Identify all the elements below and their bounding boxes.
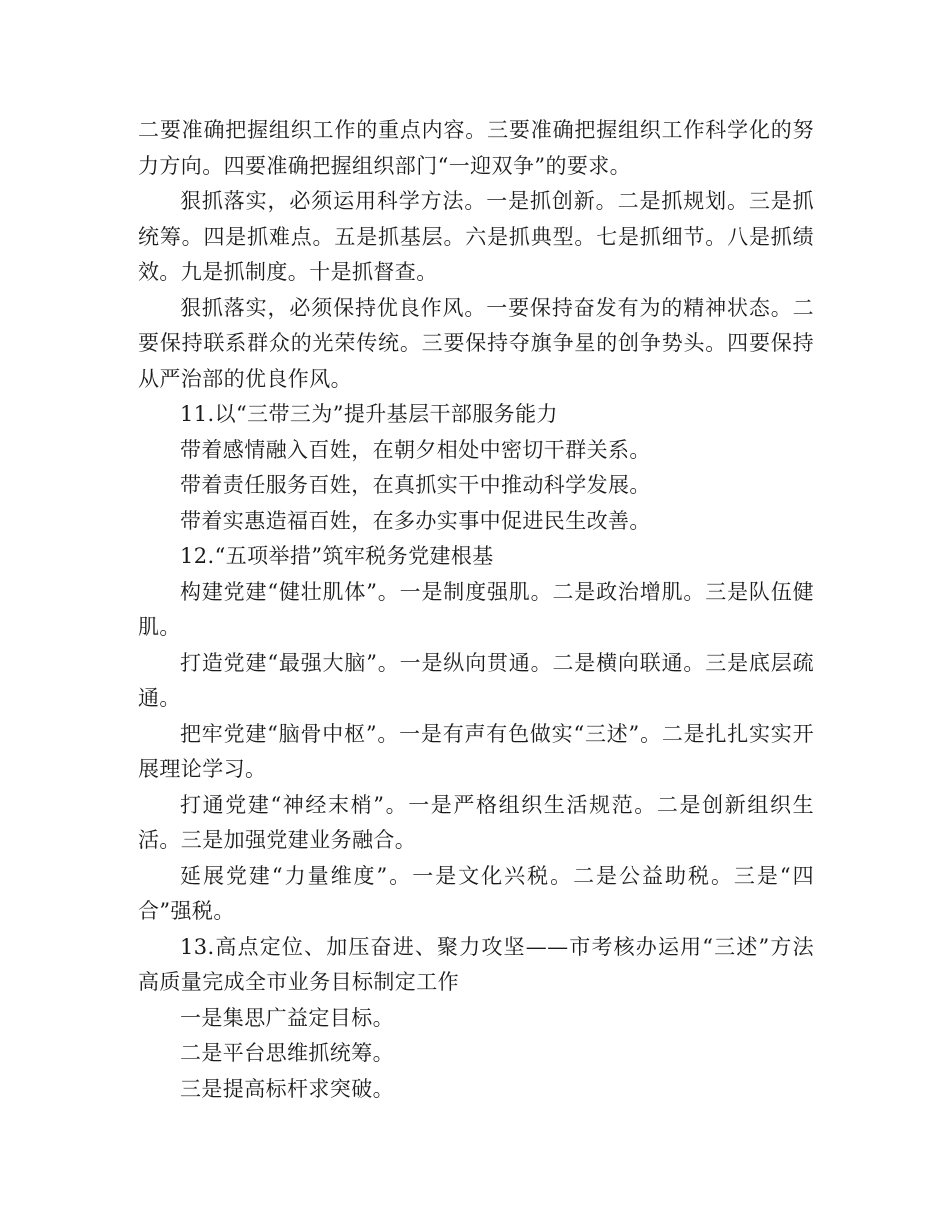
paragraph-scientific-methods: 狠抓落实，必须运用科学方法。一是抓创新。二是抓规划。三是抓统筹。四是抓难点。五是抓基层。六是抓典型。七是抓细节。八是抓绩效。九是抓制度。十是抓督查。	[138, 189, 814, 284]
document-body	[138, 113, 814, 1107]
section-heading-13: 13.高点定位、加压奋进、聚力攻坚——市考核办运用“三述”方法高质量完成全市业务目标制定工作	[138, 934, 814, 994]
paragraph-item: 构建党建“健壮肌体”。一是制度强肌。二是政治增肌。三是队伍健肌。	[138, 579, 814, 639]
section-heading-11: 11.以“三带三为”提升基层干部服务能力	[180, 402, 558, 426]
paragraph-continuation: 二要准确把握组织工作的重点内容。三要准确把握组织工作科学化的努力方向。四要准确把握组织部门“一迎双争”的要求。	[138, 118, 814, 178]
paragraph-item: 带着责任服务百姓，在真抓实干中推动科学发展。	[180, 473, 651, 497]
section-heading-12: 12.“五项举措”筑牢税务党建根基	[180, 544, 494, 568]
paragraph-item: 把牢党建“脑骨中枢”。一是有声有色做实“三述”。二是扎扎实实开展理论学习。	[138, 721, 814, 781]
paragraph-item: 带着实惠造福百姓，在多办实事中促进民生改善。	[180, 508, 651, 533]
paragraph-item: 打通党建“神经末梢”。一是严格组织生活规范。二是创新组织生活。三是加强党建业务融合。	[138, 792, 814, 852]
paragraph-item: 打造党建“最强大脑”。一是纵向贯通。二是横向联通。三是底层疏通。	[138, 650, 814, 710]
paragraph-item: 三是提高标杆求突破。	[180, 1076, 394, 1101]
paragraph-item: 延展党建“力量维度”。一是文化兴税。二是公益助税。三是“四合”强税。	[138, 863, 814, 923]
paragraph-item: 二是平台思维抓统筹。	[180, 1041, 394, 1065]
paragraph-item: 一是集思广益定目标。	[180, 1005, 394, 1030]
paragraph-item: 带着感情融入百姓，在朝夕相处中密切干群关系。	[180, 437, 651, 462]
paragraph-good-style: 狠抓落实，必须保持优良作风。一要保持奋发有为的精神状态。二要保持联系群众的光荣传统。三要保持夺旗争星的创争势头。四要保持从严治部的优良作风。	[138, 295, 814, 391]
